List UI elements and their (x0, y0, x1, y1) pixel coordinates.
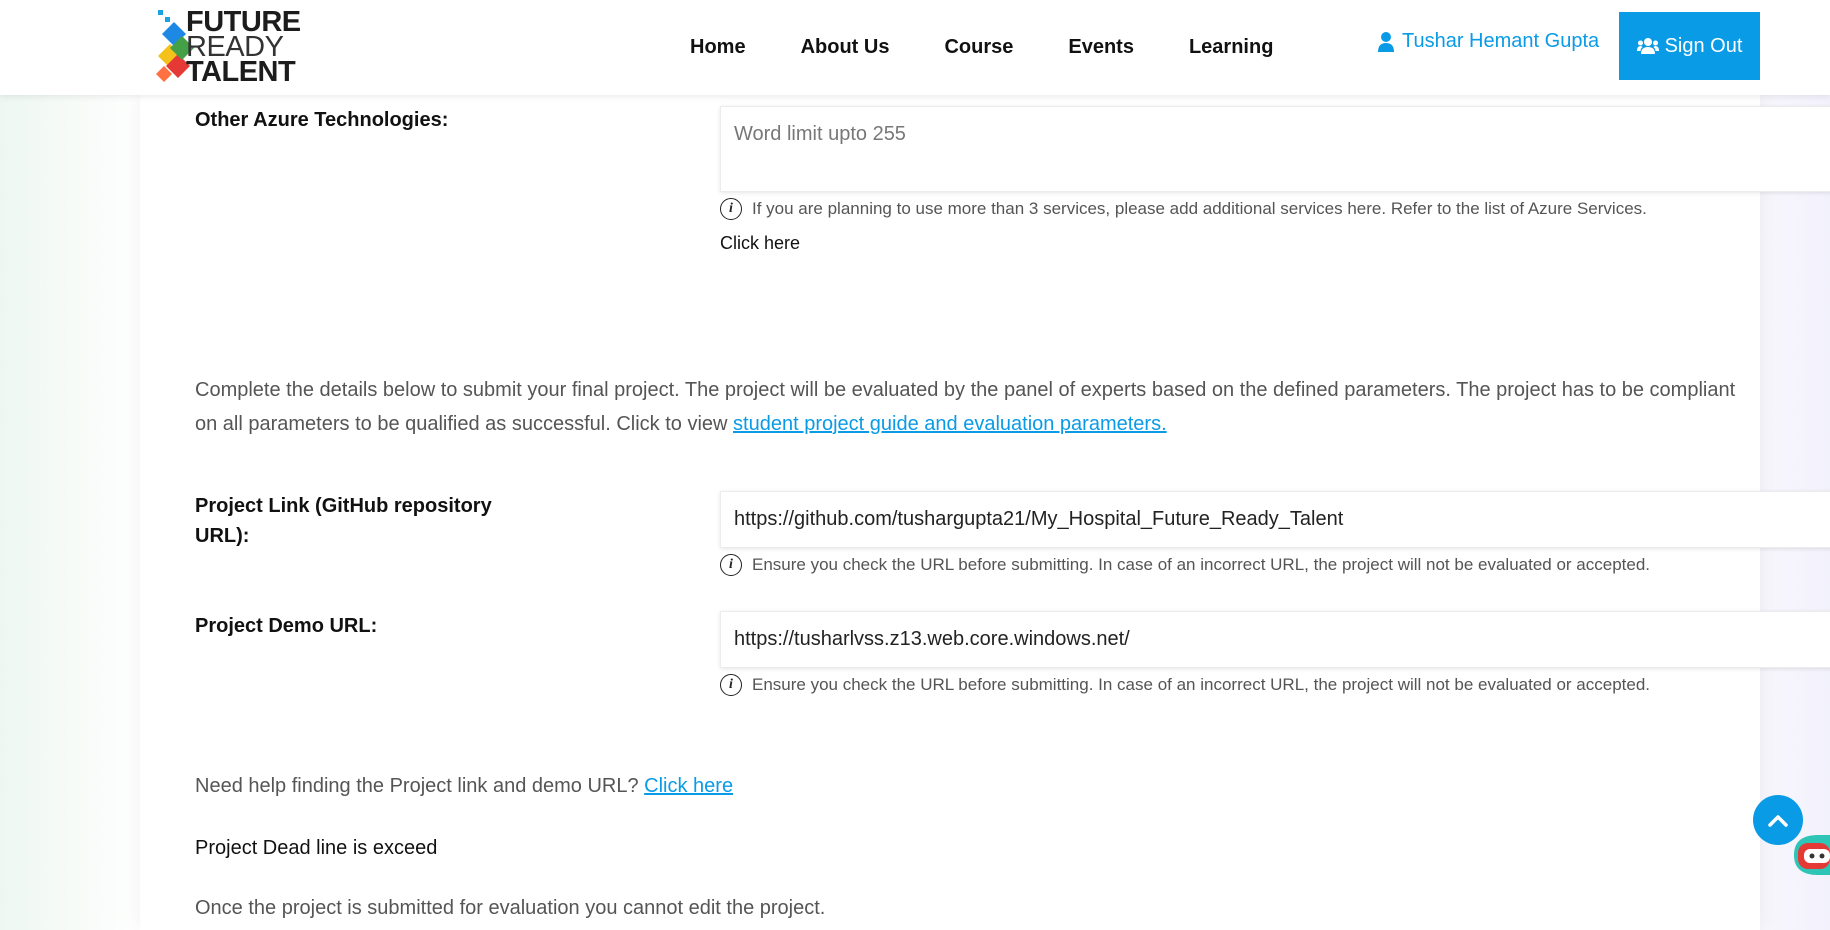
main-nav (690, 0, 1273, 95)
chevron-up-icon (1767, 813, 1789, 827)
azure-services-click-here[interactable]: Click here (720, 233, 801, 253)
sign-out-button[interactable] (1619, 12, 1760, 80)
project-demo-url-input[interactable] (720, 611, 1830, 668)
user-name: Tushar Hemant Gupta (1402, 30, 1600, 52)
submission-intro (195, 373, 1755, 441)
info-icon: i (720, 674, 742, 696)
project-demo-url-hint-text: Ensure you check the URL before submitting. In case of an incorrect URL, the project will not be evaluated or accepted. (752, 675, 1651, 694)
nav-learning[interactable]: Learning (1188, 36, 1274, 58)
users-icon (1637, 37, 1659, 55)
other-azure-label: Other Azure Technologies: (195, 109, 449, 131)
project-demo-url-hint (720, 674, 1650, 696)
edit-lock-note: Once the project is submitted for evaluation you cannot edit the project. (195, 897, 826, 919)
help-text (195, 769, 1755, 803)
help-click-here-link[interactable]: Click here (644, 775, 734, 797)
logo-line-ready: READY (186, 31, 284, 63)
logo-line-future: FUTURE (186, 6, 301, 38)
project-link-input[interactable] (720, 491, 1830, 548)
logo-text (186, 6, 301, 88)
other-azure-textarea[interactable] (720, 106, 1830, 192)
chatbot-icon[interactable] (1788, 835, 1830, 930)
project-link-hint (720, 554, 1650, 576)
nav-home[interactable]: Home (690, 36, 746, 58)
user-icon (1378, 32, 1394, 52)
site-header (0, 0, 1830, 95)
sign-out-label: Sign Out (1664, 34, 1743, 57)
user-profile-link[interactable] (1378, 30, 1599, 53)
info-icon: i (720, 554, 742, 576)
help-text-prefix: Need help finding the Project link and demo URL? (195, 775, 645, 797)
other-azure-hint (720, 198, 1647, 220)
nav-events[interactable]: Events (1068, 36, 1134, 58)
project-link-label: Project Link (GitHub repository URL): (195, 495, 492, 547)
logo[interactable] (156, 8, 304, 88)
project-guide-link[interactable]: student project guide and evaluation parameters. (733, 413, 1167, 435)
intro-text: Complete the details below to submit your final project. The project will be evaluated by the panel of experts based on the defined parameters. The project has to be compliant on all parameters to be qualified as successful. Click to view (195, 379, 1736, 435)
other-azure-hint-text: If you are planning to use more than 3 services, please add additional services here. Refer to the list of Azure Services. (752, 199, 1647, 218)
project-demo-url-label: Project Demo URL: (195, 615, 378, 637)
deadline-notice: Project Dead line is exceed (195, 837, 438, 859)
logo-line-talent: TALENT (186, 56, 296, 88)
nav-about-us[interactable]: About Us (800, 36, 890, 58)
info-icon: i (720, 198, 742, 220)
nav-course[interactable]: Course (944, 36, 1014, 58)
project-link-hint-text: Ensure you check the URL before submitting. In case of an incorrect URL, the project will not be evaluated or accepted. (752, 555, 1651, 574)
project-submission-card (140, 95, 1760, 930)
